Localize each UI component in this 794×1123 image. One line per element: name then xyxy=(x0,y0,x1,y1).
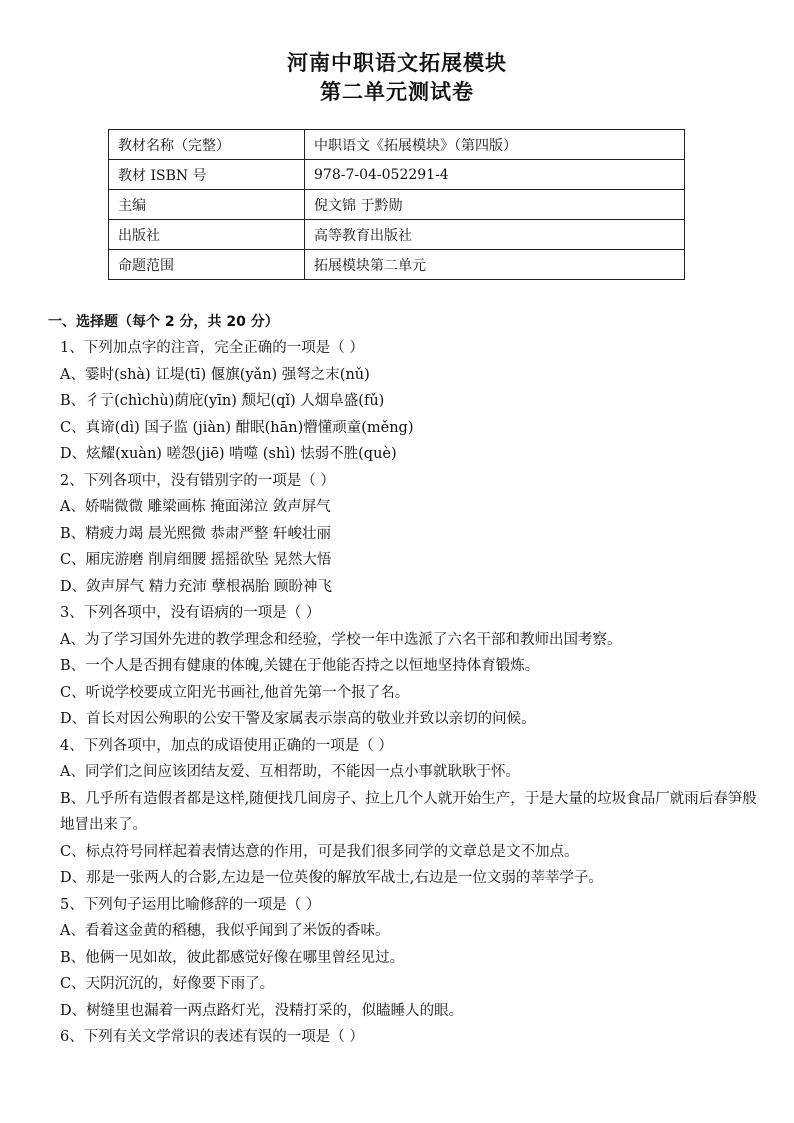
exam-title: 河南中职语文拓展模块 xyxy=(287,51,507,75)
table-row xyxy=(109,220,685,250)
table-row xyxy=(109,250,685,280)
option-line: C、听说学校要成立阳光书画社,他首先第一个报了名。 xyxy=(60,684,410,701)
option-line: A、娇喘微微 雕梁画栋 掩面涕泣 敛声屏气 xyxy=(60,499,331,515)
option-line: B、精疲力竭 晨光熙微 恭肃严整 轩峻壮丽 xyxy=(60,525,331,542)
info-label: 主编 xyxy=(109,190,305,220)
option-line: A、霎时(shà) 讧堤(tī) 偃旗(yǎn) 强弩之末(nǔ) xyxy=(60,366,370,383)
info-label: 命题范围 xyxy=(109,250,305,280)
option-line: C、真谛(dì) 国子监 (jiàn) 酣眠(hān)懵懂顽童(měng) xyxy=(60,419,414,436)
option-line: B、他俩一见如故，彼此都感觉好像在哪里曾经见过。 xyxy=(60,949,405,966)
option-line: A、为了学习国外先进的教学理念和经验，学校一年中选派了六名干部和教师出国考察。 xyxy=(60,631,622,648)
question-stem: 4、下列各项中，加点的成语使用正确的一项是（ ） xyxy=(60,737,393,754)
question-list xyxy=(60,335,760,1051)
question-stem: 1、下列加点字的注音，完全正确的一项是（ ） xyxy=(60,340,364,356)
option-line: C、厢庑游磨 削肩细腰 摇摇欲坠 晃然大悟 xyxy=(60,552,332,568)
option-line: D、那是一张两人的合影,左边是一位英俊的解放军战士,右边是一位文弱的莘莘学子。 xyxy=(60,870,603,886)
info-value: 978-7-04-052291-4 xyxy=(305,160,685,190)
table-row xyxy=(109,190,685,220)
table-row xyxy=(109,130,685,160)
info-value: 高等教育出版社 xyxy=(305,220,685,250)
info-value: 倪文锦 于黔勋 xyxy=(305,190,685,220)
option-line: D、首长对因公殉职的公安干警及家属表示崇高的敬业并致以亲切的问候。 xyxy=(60,711,536,727)
option-line: A、看着这金黄的稻穗，我似乎闻到了米饭的香味。 xyxy=(60,923,390,939)
option-line: B、一个人是否拥有健康的体魄,关键在于他能否持之以恒地坚持体育锻炼。 xyxy=(60,658,540,674)
info-value: 中职语文《拓展模块》（第四版） xyxy=(305,130,685,160)
textbook-info-table xyxy=(108,129,685,280)
option-line: B、彳亍(chìchù)荫庇(yīn) 颓圮(qǐ) 人烟阜盛(fǔ) xyxy=(60,393,385,409)
question-stem: 2、下列各项中，没有错别字的一项是（ ） xyxy=(60,472,335,489)
question-stem: 3、下列各项中，没有语病的一项是（ ） xyxy=(60,605,321,621)
option-line: D、树缝里也漏着一两点路灯光，没精打采的，似瞌睡人的眼。 xyxy=(60,1002,464,1019)
option-line: D、炫耀(xuàn) 嗟怨(jiē) 啃噬 (shì) 怯弱不胜(què) xyxy=(60,446,397,462)
option-line: B、几乎所有造假者都是这样,随便找几间房子、拉上几个人就开始生产，于是大量的垃圾食品厂就雨后春笋般地冒出来了。 xyxy=(60,790,757,833)
exam-subtitle: 第二单元测试卷 xyxy=(320,80,474,104)
option-line: D、敛声屏气 精力充沛 孽根祸胎 顾盼神飞 xyxy=(60,578,332,595)
info-label: 教材 ISBN 号 xyxy=(109,160,305,190)
option-line: A、同学们之间应该团结友爱、互相帮助，不能因一点小事就耿耿于怀。 xyxy=(60,764,520,780)
table-row xyxy=(109,160,685,190)
info-label: 出版社 xyxy=(109,220,305,250)
info-value: 拓展模块第二单元 xyxy=(305,250,685,280)
section-heading: 一、选择题（每个 2 分，共 20 分） xyxy=(48,314,279,330)
option-line: C、标点符号同样起着表情达意的作用，可是我们很多同学的文章总是文不加点。 xyxy=(60,843,579,860)
info-label: 教材名称（完整） xyxy=(109,130,305,160)
option-line: C、天阴沉沉的，好像要下雨了。 xyxy=(60,976,275,992)
question-stem: 6、下列有关文学常识的表述有误的一项是（ ） xyxy=(60,1029,364,1045)
question-stem: 5、下列句子运用比喻修辞的一项是（ ） xyxy=(60,896,321,913)
